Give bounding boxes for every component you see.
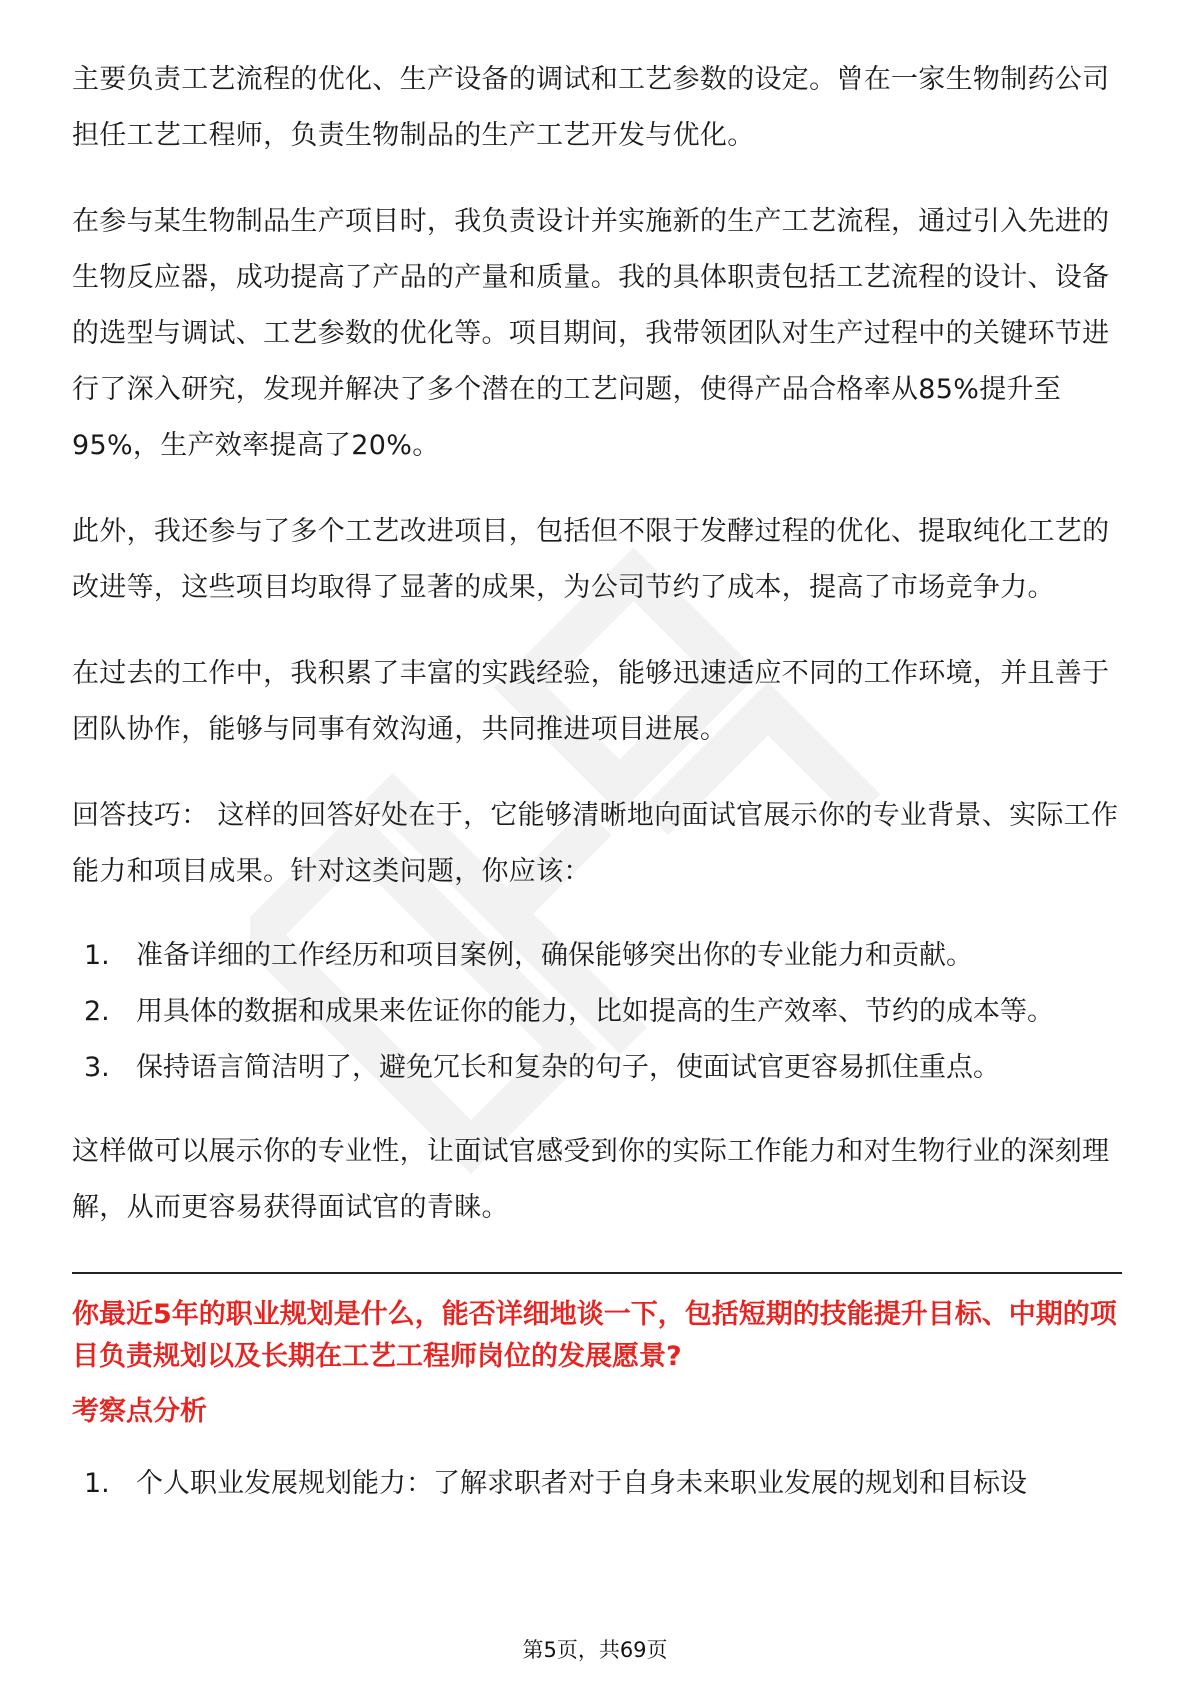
- tips-list: [72, 930, 1122, 1094]
- list-number: 2.: [84, 996, 110, 1027]
- list-text: 个人职业发展规划能力：了解求职者对于自身未来职业发展的规划和目标设: [136, 1468, 1027, 1499]
- page-footer: 第5页，共69页: [522, 1638, 668, 1662]
- list-number: 1.: [84, 1468, 110, 1499]
- list-item: [72, 930, 1122, 982]
- paragraph-experience-summary: 在过去的工作中，我积累了丰富的实践经验，能够迅速适应不同的工作环境，并且善于团队协作，能够与同事有效沟通，共同推进项目进展。: [72, 658, 1110, 745]
- list-text: 用具体的数据和成果来佐证你的能力，比如提高的生产效率、节约的成本等。: [136, 996, 1054, 1027]
- paragraph-project-experience: 在参与某生物制品生产项目时，我负责设计并实施新的生产工艺流程，通过引入先进的生物反应器，成功提高了产品的产量和质量。我的具体职责包括工艺流程的设计、设备的选型与调试、工艺参数的优化等。项目期间，我带领团队对生产过程中的关键环节进行了深入研究，发现并解决了多个潜在的工艺问题，使得产品合格率从85%提升至95%，生产效率提高了20%。: [72, 206, 1110, 461]
- list-number: 3.: [84, 1052, 110, 1083]
- analysis-list: [72, 1458, 1122, 1510]
- paragraph-closing: 这样做可以展示你的专业性，让面试官感受到你的实际工作能力和对生物行业的深刻理解，从而更容易获得面试官的青睐。: [72, 1136, 1110, 1223]
- paragraph-answer-tips-intro: 回答技巧： 这样的回答好处在于，它能够清晰地向面试官展示你的专业背景、实际工作能力和项目成果。针对这类问题，你应该：: [72, 800, 1119, 887]
- list-text: 准备详细的工作经历和项目案例，确保能够突出你的专业能力和贡献。: [136, 940, 973, 971]
- analysis-heading: 考察点分析: [72, 1396, 207, 1427]
- section-divider: [72, 1272, 1122, 1274]
- paragraph-improvement-projects: 此外，我还参与了多个工艺改进项目，包括但不限于发酵过程的优化、提取纯化工艺的改进等，这些项目均取得了显著的成果，为公司节约了成本，提高了市场竞争力。: [72, 516, 1110, 603]
- list-item: [72, 1458, 1122, 1510]
- document-body: [72, 52, 1122, 1540]
- list-item: [72, 1042, 1122, 1094]
- paragraph-responsibilities: 主要负责工艺流程的优化、生产设备的调试和工艺参数的设定。曾在一家生物制药公司担任工艺工程师，负责生物制品的生产工艺开发与优化。: [72, 64, 1110, 151]
- interview-question: 你最近5年的职业规划是什么，能否详细地谈一下，包括短期的技能提升目标、中期的项目负责规划以及长期在工艺工程师岗位的发展愿景?: [72, 1299, 1117, 1372]
- list-item: [72, 986, 1122, 1038]
- list-number: 1.: [84, 940, 110, 971]
- list-text: 保持语言简洁明了，避免冗长和复杂的句子，使面试官更容易抓住重点。: [136, 1052, 1000, 1083]
